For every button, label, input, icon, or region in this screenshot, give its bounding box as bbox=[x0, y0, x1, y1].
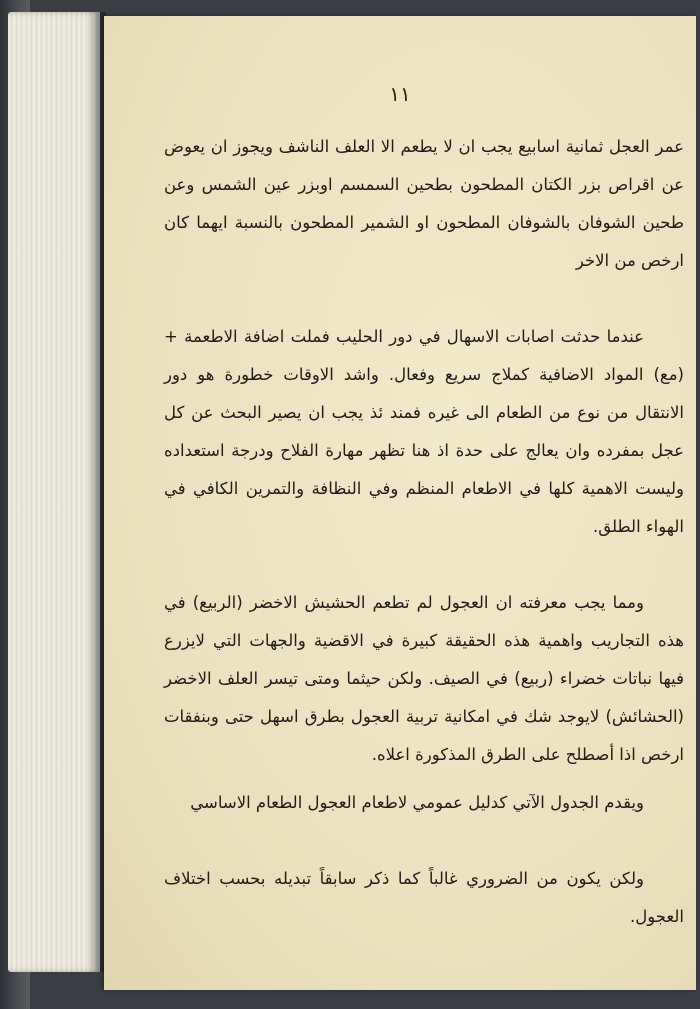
paragraph-gap bbox=[164, 774, 684, 784]
paragraph-gap bbox=[164, 280, 684, 318]
paragraph-4: ويقدم الجدول الآتي كدليل عمومي لاطعام العجول الطعام الاساسي bbox=[190, 793, 644, 812]
paragraph-2: عندما حدثت اصابات الاسهال في دور الحليب فملت اضافة الاطعمة + (مع) المواد الاضافية كملاج سريع وفعال. واشد الاوقات خطورة هو دور الانتقال من نوع من الطعام الى غيره فمند ئذ يجب ان يصير البحث عن كل عجل بمفرده وان يعالج على حدة اذ هنا تظهر مهارة الفلاح ودرجة استعداده وليست الاهمية كلها في الاطعام المنظم وفي النظافة والتمرين الكافي في الهواء الطلق. bbox=[164, 327, 684, 536]
paragraph-gap bbox=[164, 546, 684, 584]
paragraph-5: ولكن يكون من الضروري غالباً كما ذكر سابقاً تبديله بحسب اختلاف العجول. bbox=[164, 869, 684, 926]
page-fore-edge bbox=[8, 12, 100, 972]
paragraph-1: عمر العجل ثمانية اسابيع يجب ان لا يطعم الا العلف الناشف ويجوز ان يعوض عن اقراص بزر الكتان المطحون بطحين السمسم اوبزر عين الشمس وعن طحين الشوفان بالشوفان المطحون او الشمير المطحون بالنسبة ايهما كان ارخص من الاخر bbox=[164, 137, 684, 270]
book-page bbox=[104, 16, 696, 990]
page-number: ١١ bbox=[389, 82, 411, 106]
paragraph-3: ومما يجب معرفته ان العجول لم تطعم الحشيش الاخضر (الربيع) في هذه التجاريب واهمية هذه الحقيقة كبيرة في الاقضية والجهات التي لايزرع فيها نباتات خضراء (ربيع) في الصيف. ولكن حيثما ومتى تيسر العلف الاخضر (الحشائش) لايوجد شك في امكانية تربية العجول بطرق اسهل حتى وبنفقات ارخص اذا أصطلح على الطرق المذكورة اعلاه. bbox=[164, 593, 684, 764]
paragraph-gap bbox=[164, 822, 684, 860]
page-body bbox=[164, 128, 684, 936]
